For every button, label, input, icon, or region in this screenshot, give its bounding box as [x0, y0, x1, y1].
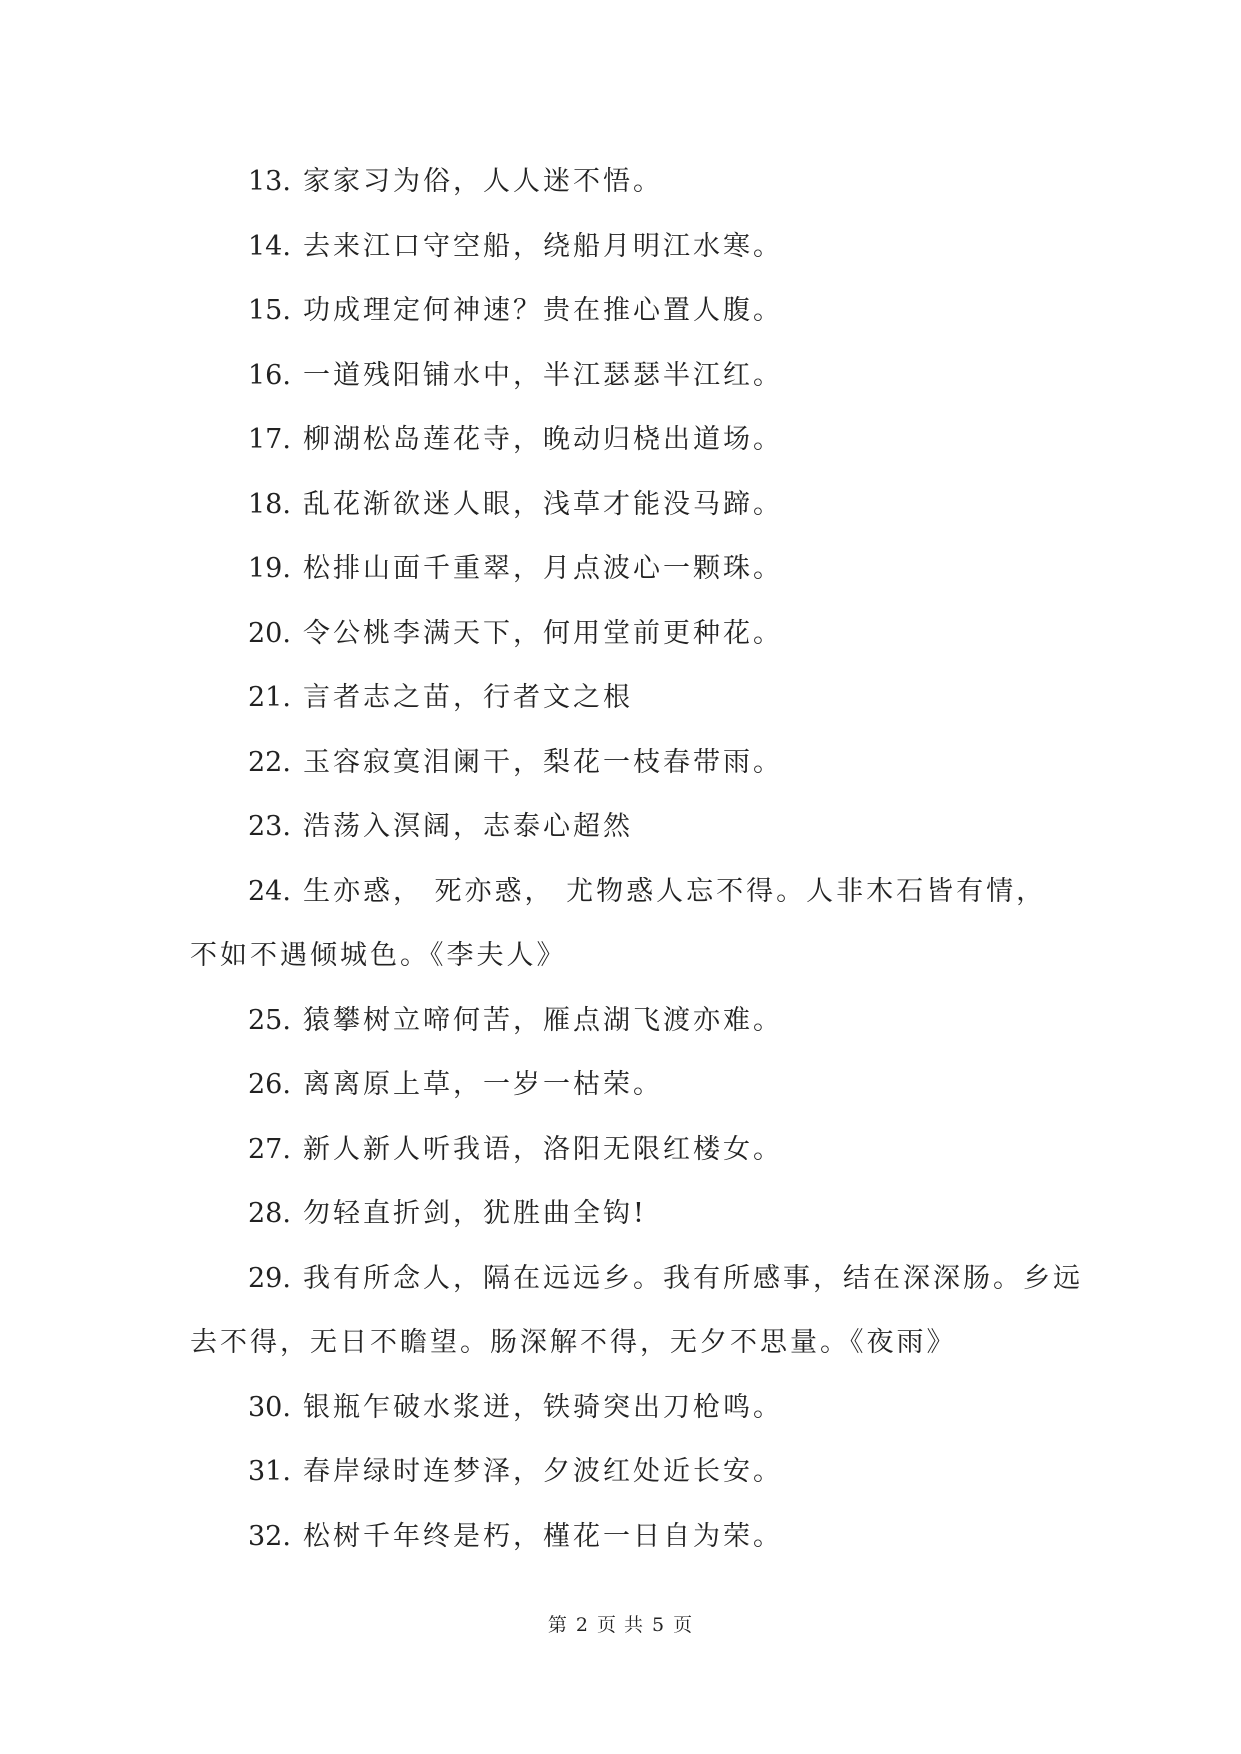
item-text: 功成理定何神速？贵在推心置人腹。: [302, 295, 783, 326]
item-number: 31.: [248, 1456, 291, 1487]
footer-middle: 页 共: [596, 1614, 645, 1636]
item-number: 30.: [248, 1391, 291, 1423]
item-text-continued: 去不得，无日不瞻望。肠深解不得，无夕不思量。《夜雨》: [190, 1327, 957, 1358]
item-text: 去来江口守空船，绕船月明江水寒。: [302, 230, 783, 262]
item-text: 家家习为俗，人人迷不悟。: [302, 166, 663, 197]
item-number: 17.: [248, 424, 291, 455]
list-item: [190, 1505, 1070, 1570]
item-text: 生亦惑， 死亦惑， 尤物惑人忘不得。人非木石皆有情，: [302, 875, 1047, 907]
item-number: 24.: [248, 875, 291, 907]
item-number: 16.: [248, 359, 291, 391]
list-item: [190, 795, 1070, 860]
list-item: [190, 473, 1070, 538]
item-number: 28.: [248, 1198, 291, 1229]
item-number: 15.: [248, 295, 291, 326]
item-text: 勿轻直折剑，犹胜曲全钩!: [302, 1198, 647, 1229]
list-item: [190, 1440, 1070, 1505]
item-text: 猿攀树立啼何苦，雁点湖飞渡亦难。: [302, 1004, 783, 1036]
list-item: [190, 1376, 1070, 1441]
item-text: 银瓶乍破水浆迸，铁骑突出刀枪鸣。: [302, 1391, 783, 1423]
list-item: [190, 537, 1070, 602]
item-text: 令公桃李满天下，何用堂前更种花。: [302, 617, 783, 649]
list-item: [190, 150, 1070, 215]
footer-suffix: 页: [673, 1614, 694, 1636]
item-text: 新人新人听我语，洛阳无限红楼女。: [302, 1133, 783, 1165]
list-item: [190, 860, 1070, 925]
item-number: 32.: [248, 1520, 291, 1552]
item-text: 柳湖松岛莲花寺，晚动归桡出道场。: [302, 424, 783, 455]
list-item: [190, 1118, 1070, 1183]
list-item: [190, 408, 1070, 473]
list-item: [190, 1247, 1083, 1312]
list-item: [190, 1182, 1070, 1247]
item-number: 29.: [248, 1262, 291, 1294]
footer-total-pages: 5: [652, 1614, 666, 1636]
item-number: 20.: [248, 617, 291, 649]
item-number: 18.: [248, 488, 291, 520]
item-number: 26.: [248, 1069, 291, 1100]
item-text: 离离原上草，一岁一枯荣。: [302, 1069, 663, 1100]
item-text: 松树千年终是朽，槿花一日自为荣。: [302, 1520, 783, 1552]
item-number: 21.: [248, 682, 291, 713]
item-text: 春岸绿时连梦泽，夕波红处近长安。: [302, 1456, 783, 1487]
list-item: [190, 602, 1070, 667]
item-number: 19.: [248, 553, 291, 584]
item-text: 乱花渐欲迷人眼，浅草才能没马蹄。: [302, 488, 783, 520]
item-number: 25.: [248, 1004, 291, 1036]
item-number: 27.: [248, 1133, 291, 1165]
list-item: [190, 279, 1070, 344]
list-item: [190, 344, 1070, 409]
item-text: 言者志之苗，行者文之根: [302, 682, 633, 713]
footer-prefix: 第: [547, 1614, 568, 1636]
item-number: 14.: [248, 230, 291, 262]
page-footer: [0, 1610, 1241, 1637]
item-number: 22.: [248, 746, 291, 778]
list-item: [190, 989, 1070, 1054]
item-text-continued: 不如不遇倾城色。《李夫人》: [190, 940, 567, 971]
list-item: [190, 666, 1070, 731]
item-text: 玉容寂寞泪阑干，梨花一枝春带雨。: [302, 746, 783, 778]
item-text: 我有所念人，隔在远远乡。我有所感事，结在深深肠。乡远: [302, 1262, 1083, 1294]
list-item: [190, 215, 1070, 280]
footer-page-number: 2: [575, 1614, 589, 1636]
document-body: [190, 150, 1083, 1569]
item-text: 松排山面千重翠，月点波心一颗珠。: [302, 553, 783, 584]
item-number: 13.: [248, 166, 291, 197]
item-number: 23.: [248, 811, 291, 842]
item-text: 浩荡入溟阔，志泰心超然: [302, 811, 633, 842]
list-item: [190, 731, 1070, 796]
list-item: [190, 1053, 1070, 1118]
item-text: 一道残阳铺水中，半江瑟瑟半江红。: [302, 359, 783, 391]
